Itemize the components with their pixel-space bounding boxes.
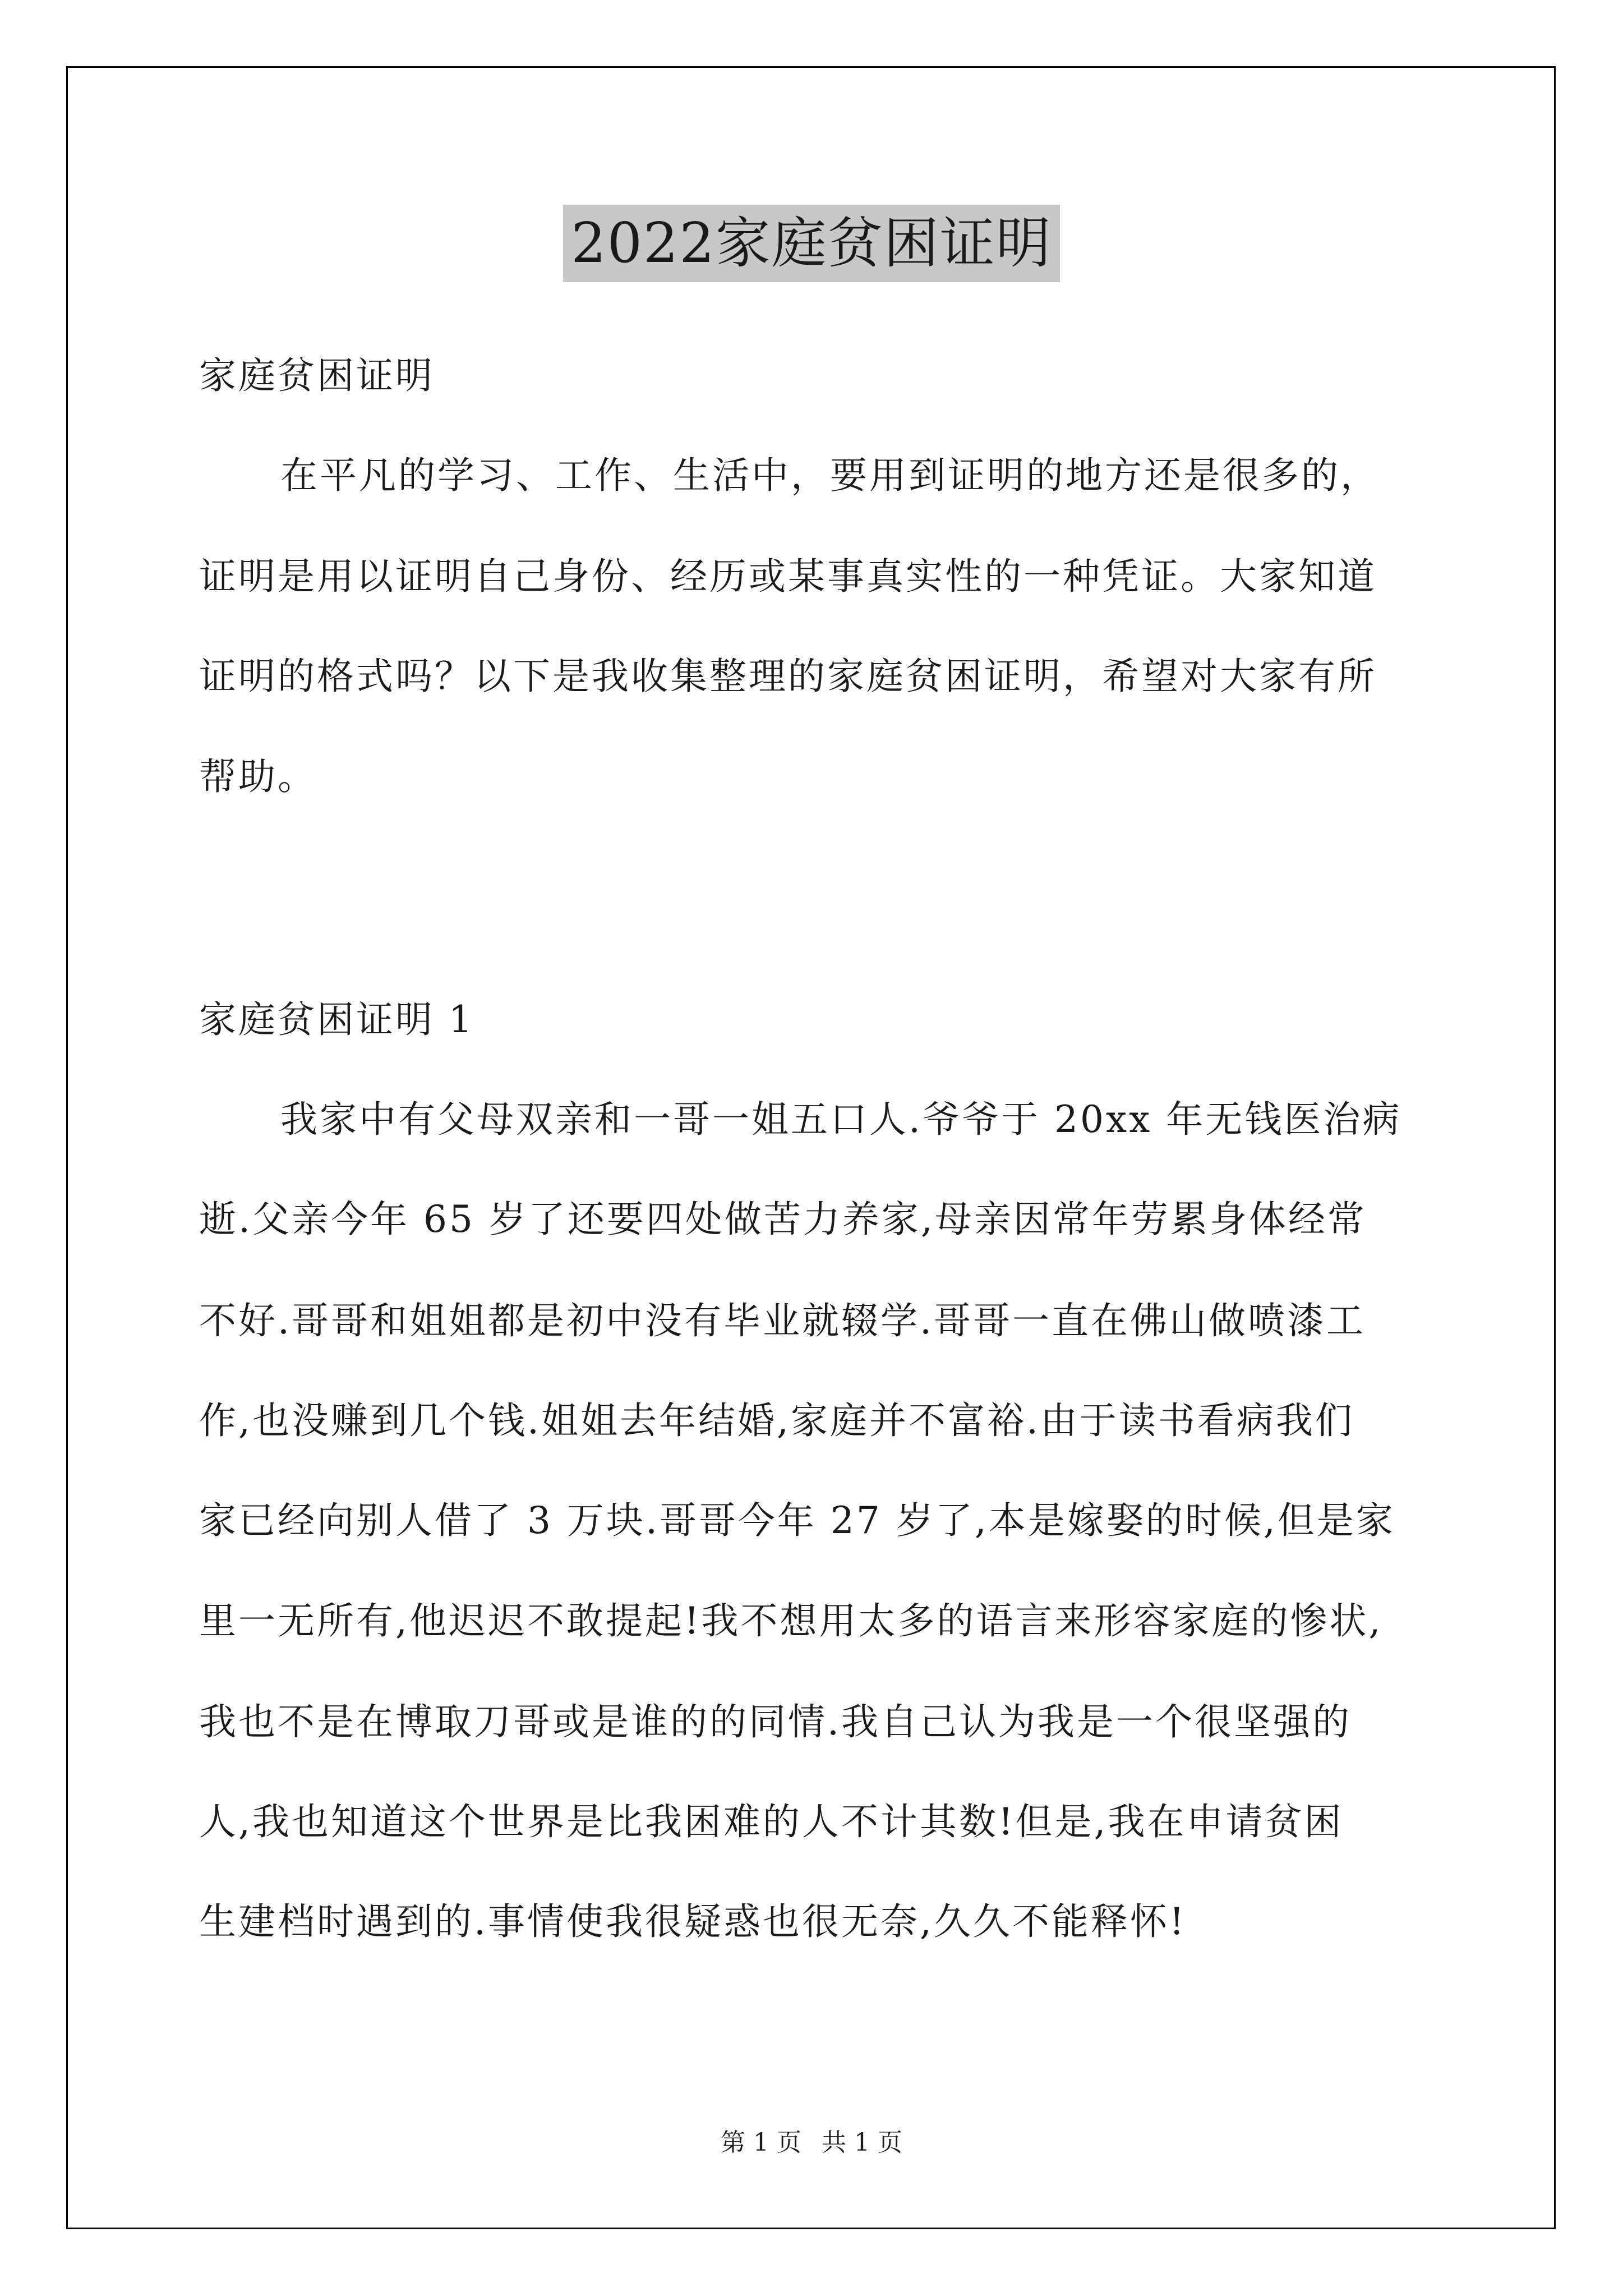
body-line: 生建档时遇到的.事情使我很疑惑也很无奈,久久不能释怀!	[199, 1900, 1187, 1943]
body-line: 家已经向别人借了 3 万块.哥哥今年 27 岁了,本是嫁娶的时候,但是家	[199, 1499, 1395, 1542]
body-line: 作,也没赚到几个钱.姐姐去年结婚,家庭并不富裕.由于读书看病我们	[199, 1399, 1354, 1442]
body-line: 不好.哥哥和姐姐都是初中没有毕业就辍学.哥哥一直在佛山做喷漆工	[199, 1299, 1366, 1342]
intro-line: 证明的格式吗？以下是我收集整理的家庭贫困证明，希望对大家有所	[199, 655, 1377, 698]
subheading: 家庭贫困证明 1	[199, 998, 474, 1041]
body-line: 人,我也知道这个世界是比我困难的人不计其数!但是,我在申请贫困	[199, 1800, 1344, 1843]
title-container	[0, 205, 1623, 282]
body-line: 逝.父亲今年 65 岁了还要四处做苦力养家,母亲因常年劳累身体经常	[199, 1198, 1367, 1241]
body-line: 我也不是在博取刀哥或是谁的的同情.我自己认为我是一个很坚强的	[199, 1700, 1352, 1743]
document-title: 2022家庭贫困证明	[563, 205, 1059, 282]
intro-line: 在平凡的学习、工作、生活中，要用到证明的地方还是很多的，	[280, 454, 1380, 497]
page-number-total: 共 1 页	[822, 2128, 902, 2157]
page-footer	[0, 2126, 1623, 2160]
intro-line: 帮助。	[199, 755, 317, 798]
body-line: 里一无所有,他迟迟不敢提起!我不想用太多的语言来形容家庭的惨状,	[199, 1599, 1383, 1642]
section-heading: 家庭贫困证明	[199, 354, 435, 397]
intro-line: 证明是用以证明自己身份、经历或某事真实性的一种凭证。大家知道	[199, 555, 1377, 598]
body-line: 我家中有父母双亲和一哥一姐五口人.爷爷于 20xx 年无钱医治病	[280, 1098, 1402, 1141]
page-number-current: 第 1 页	[721, 2128, 801, 2157]
